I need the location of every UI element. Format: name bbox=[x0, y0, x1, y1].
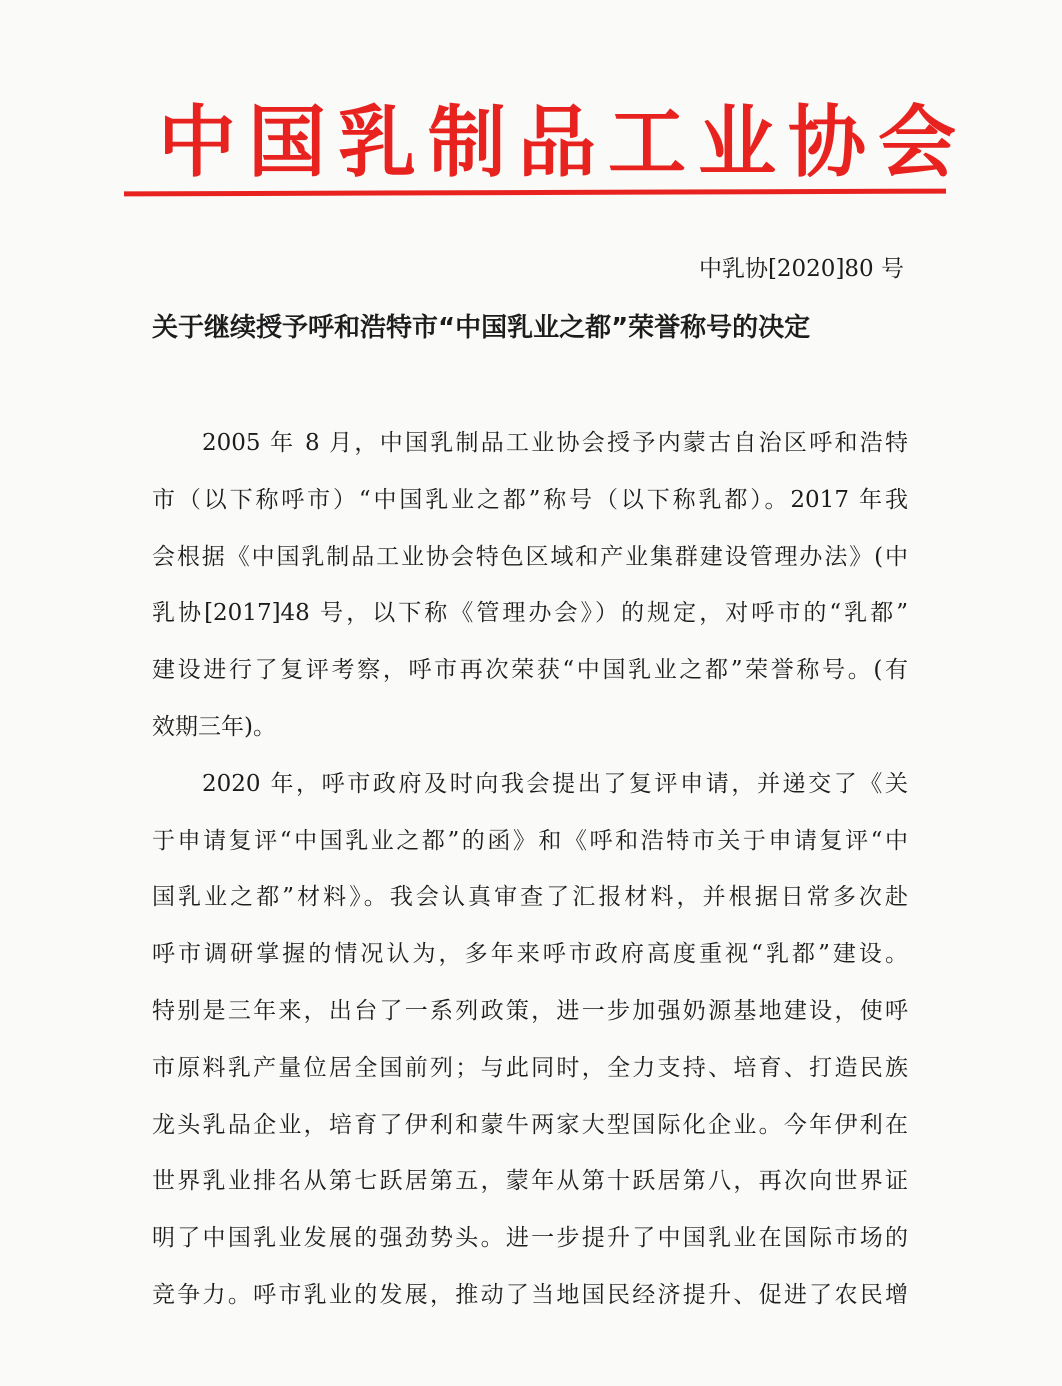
body-line: 龙头乳品企业，培育了伊利和蒙牛两家大型国际化企业。今年伊利在 bbox=[152, 1111, 908, 1138]
document-title: 关于继续授予呼和浩特市“中国乳业之都”荣誉称号的决定 bbox=[152, 313, 811, 343]
body-line: 明了中国乳业发展的强劲势头。进一步提升了中国乳业在国际市场的 bbox=[152, 1225, 908, 1252]
body-line: 效期三年)。 bbox=[152, 713, 276, 740]
body-line: 乳协[2017]48 号，以下称《管理办会》）的规定，对呼市的“乳都” bbox=[152, 600, 908, 627]
body-line: 建设进行了复评考察，呼市再次荣获“中国乳业之都”荣誉称号。(有 bbox=[152, 657, 908, 684]
body-line: 国乳业之都”材料》。我会认真审查了汇报材料，并根据日常多次赴 bbox=[152, 884, 908, 911]
body-line: 2005 年 8 月，中国乳制品工业协会授予内蒙古自治区呼和浩特 bbox=[202, 430, 908, 456]
body-line: 2020 年，呼市政府及时向我会提出了复评申请，并递交了《关 bbox=[202, 770, 908, 797]
body-line: 特别是三年来，出台了一系列政策，进一步加强奶源基地建设，使呼 bbox=[152, 997, 908, 1024]
document-number: 中乳协[2020]80 号 bbox=[698, 256, 904, 282]
body-line: 呼市调研掌握的情况认为，多年来呼市政府高度重视“乳都”建设。 bbox=[152, 941, 908, 968]
document-body bbox=[152, 415, 908, 1324]
body-line: 会根据《中国乳制品工业协会特色区域和产业集群建设管理办法》(中 bbox=[152, 543, 908, 570]
organization-letterhead: 中国乳制品工业协会 bbox=[158, 97, 969, 188]
body-line: 世界乳业排名从第七跃居第五，蒙年从第十跃居第八，再次向世界证 bbox=[152, 1168, 908, 1195]
body-line: 市原料乳产量位居全国前列；与此同时，全力支持、培育、打造民族 bbox=[152, 1054, 908, 1081]
body-line: 于申请复评“中国乳业之都”的函》和《呼和浩特市关于申请复评“中 bbox=[152, 827, 908, 854]
body-line: 竞争力。呼市乳业的发展，推动了当地国民经济提升、促进了农民增 bbox=[152, 1281, 908, 1308]
body-line: 市（以下称呼市）“中国乳业之都”称号（以下称乳都）。2017 年我 bbox=[152, 486, 908, 513]
